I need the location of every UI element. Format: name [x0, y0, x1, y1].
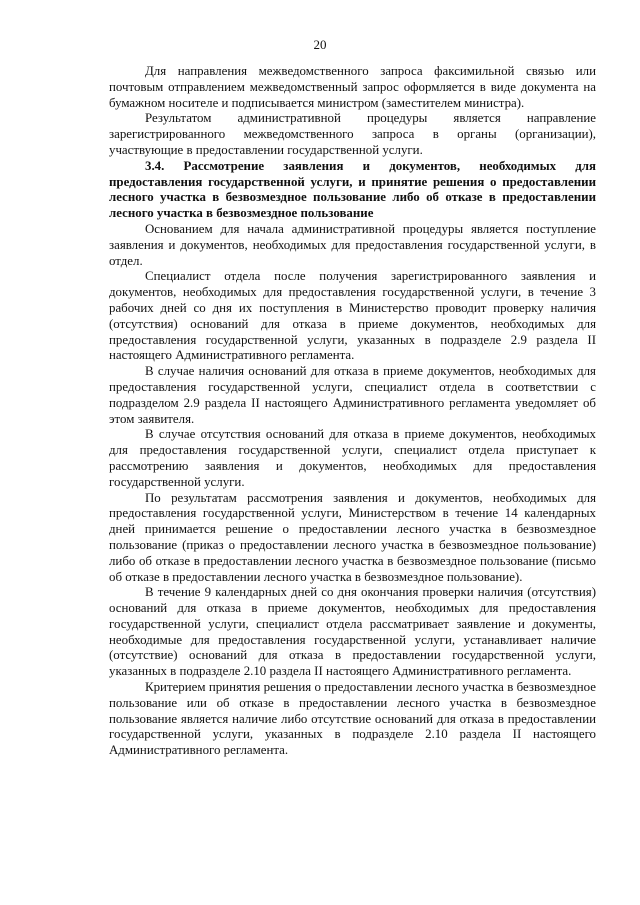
paragraph-procedure-result: Результатом административной процедуры является направление зарегистрированного межведомственного запроса в органы (организации), участвующие в предоставлении государственной услуги. [109, 111, 596, 157]
paragraph-specialist-check: Специалист отдела после получения зарегистрированного заявления и документов, необходимых для предоставления государственной услуги, в течение 3 рабочих дней со дня их поступления в Министерство проводит проверку наличия (отсутствия) оснований для отказа в приеме документов, необходимых для предоставления государственной услуги, указанных в подразделе 2.9 раздела II настоящего Административного регламента. [109, 269, 596, 363]
paragraph-decision-14-days: По результатам рассмотрения заявления и документов, необходимых для предоставления государственной услуги, Министерством в течение 14 календарных дней принимается решение о предоставлении лесного участка в безвозмездное пользование (приказ о предоставлении лесного участка в безвозмездное пользование) либо об отказе в предоставлении лесного участка в безвозмездное пользование (письмо об отказе в предоставлении лесного участка в безвозмездное пользование). [109, 490, 596, 584]
section-heading-3-4: 3.4. Рассмотрение заявления и документов, необходимых для предоставления государственной услуги, и принятие решения о предоставлении лесного участка в безвозмездное пользование либо об отказе в предоставлении лесного участка в безвозмездное пользование [109, 158, 596, 221]
paragraph-fax-mail-request: Для направления межведомственного запроса факсимильной связью или почтовым отправлением межведомственный запрос оформляется в виде документа на бумажном носителе и подписывается министром (заместителем министра). [109, 64, 596, 110]
paragraph-review-9-days: В течение 9 календарных дней со дня окончания проверки наличия (отсутствия) оснований для отказа в приеме документов, необходимых для предоставления государственной услуги, специалист отдела рассматривает заявление и документы, необходимые для предоставления государственной услуги, устанавливает наличие (отсутствие) оснований для отказа в предоставлении государственной услуги, указанных в подразделе 2.10 раздела II настоящего Административного регламента. [109, 585, 596, 679]
paragraph-procedure-basis: Основанием для начала административной процедуры является поступление заявления и документов, необходимых для предоставления государственной услуги, в отдел. [109, 221, 596, 268]
page-number: 20 [313, 37, 327, 52]
paragraph-refusal-grounds-absent: В случае отсутствия оснований для отказа в приеме документов, необходимых для предоставления государственной услуги, специалист отдела приступает к рассмотрению заявления и документов, необходимых для предоставления государственной услуги. [109, 427, 596, 489]
paragraph-refusal-grounds-present: В случае наличия оснований для отказа в приеме документов, необходимых для предоставления государственной услуги, специалист отдела в соответствии с подразделом 2.9 раздела II настоящего Административного регламента уведомляет об этом заявителя. [109, 364, 596, 426]
document-body [109, 64, 596, 759]
paragraph-decision-criterion: Критерием принятия решения о предоставлении лесного участка в безвозмездное пользование или об отказе в предоставлении лесного участка в безвозмездное пользование является наличие либо отсутствие оснований для отказа в предоставлении государственной услуги, указанных в подразделе 2.10 раздела II настоящего Административного регламента. [109, 680, 596, 758]
